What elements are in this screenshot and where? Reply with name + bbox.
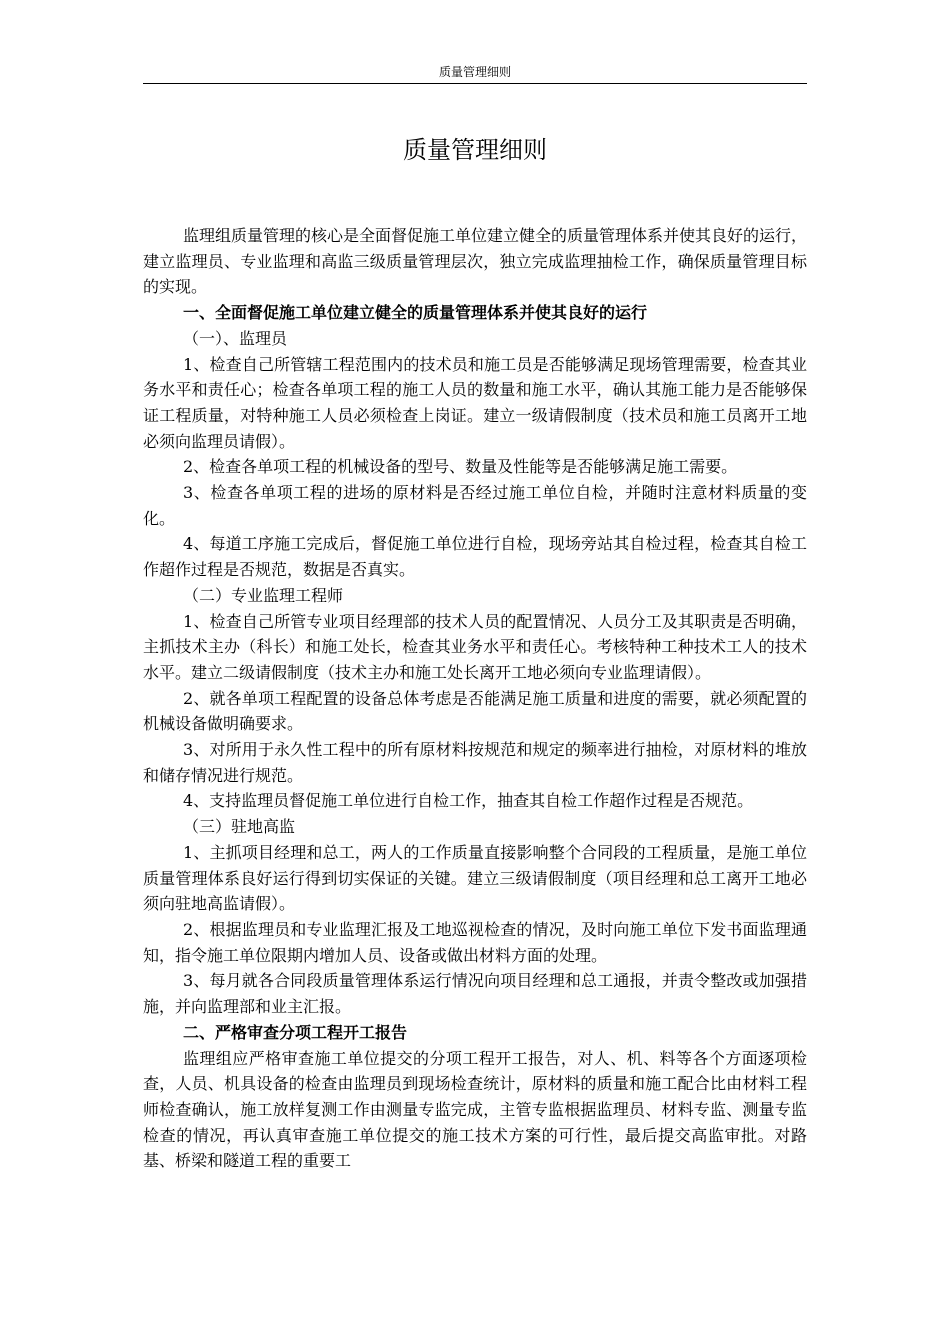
- subsection-1-heading: （一）、监理员: [183, 328, 288, 348]
- subsection-1-item: 4、每道工序施工完成后，督促施工单位进行自检，现场旁站其自检过程，检查其自检工作超作过程是否规范，数据是否真实。: [143, 534, 807, 580]
- subsection-2-item: 3、对所用于永久性工程中的所有原材料按规范和规定的频率进行抽检，对原材料的堆放和储存情况进行规范。: [143, 740, 807, 785]
- subsection-1-item: 2、检查各单项工程的机械设备的型号、数量及性能等是否能够满足施工需要。: [183, 457, 738, 477]
- subsection-3-heading: （三）驻地高监: [183, 817, 296, 837]
- subsection-2-item: 1、检查自己所管专业项目经理部的技术人员的配置情况、人员分工及其职责是否明确，主抓技术主办（科长）和施工处长，检查其业务水平和责任心。考核特种工种技术工人的技术水平。建立二级请假制度（技术主办和施工处长离开工地必须向专业监理请假）。: [143, 611, 807, 682]
- subsection-2-item: 4、支持监理员督促施工单位进行自检工作，抽查其自检工作超作过程是否规范。: [183, 791, 754, 811]
- document-body: [143, 223, 807, 1174]
- section-1-heading: 一、全面督促施工单位建立健全的质量管理体系并使其良好的运行: [183, 303, 648, 323]
- header-rule: [143, 83, 807, 84]
- section-2-heading: 二、严格审查分项工程开工报告: [183, 1022, 408, 1042]
- subsection-1-item: 1、检查自己所管辖工程范围内的技术员和施工员是否能够满足现场管理需要，检查其业务水平和责任心；检查各单项工程的施工人员的数量和施工水平，确认其施工能力是否能够保证工程质量，对特种施工人员必须检查上岗证。建立一级请假制度（技术员和施工员离开工地必须向监理员请假）。: [143, 354, 807, 451]
- intro-paragraph: 监理组质量管理的核心是全面督促施工单位建立健全的质量管理体系并使其良好的运行，建立监理员、专业监理和高监三级质量管理层次，独立完成监理抽检工作，确保质量管理目标的实现。: [143, 226, 808, 297]
- subsection-2-item: 2、就各单项工程配置的设备总体考虑是否能满足施工质量和进度的需要，就必须配置的机械设备做明确要求。: [143, 688, 807, 734]
- subsection-3-item: 1、主抓项目经理和总工，两人的工作质量直接影响整个合同段的工程质量，是施工单位质量管理体系良好运行得到切实保证的关键。建立三级请假制度（项目经理和总工离开工地必须向驻地高监请假）。: [143, 842, 807, 914]
- running-header: 质量管理细则: [438, 65, 511, 79]
- subsection-1-item: 3、检查各单项工程的进场的原材料是否经过施工单位自检，并随时注意材料质量的变化。: [143, 483, 807, 528]
- subsection-3-item: 3、每月就各合同段质量管理体系运行情况向项目经理和总工通报，并责令整改或加强措施，并向监理部和业主汇报。: [143, 971, 807, 1017]
- document-title: 质量管理细则: [403, 136, 547, 164]
- subsection-2-heading: （二）专业监理工程师: [183, 585, 344, 605]
- subsection-3-item: 2、根据监理员和专业监理汇报及工地巡视检查的情况，及时向施工单位下发书面监理通知，指令施工单位限期内增加人员、设备或做出材料方面的处理。: [143, 919, 807, 965]
- section-2-paragraph: 监理组应严格审查施工单位提交的分项工程开工报告，对人、机、料等各个方面逐项检查，人员、机具设备的检查由监理员到现场检查统计，原材料的质量和施工配合比由材料工程师检查确认，施工放样复测工作由测量专监完成，主管专监根据监理员、材料专监、测量专监检查的情况，再认真审查施工单位提交的施工技术方案的可行性，最后提交高监审批。对路基、桥梁和隧道工程的重要工: [143, 1048, 807, 1171]
